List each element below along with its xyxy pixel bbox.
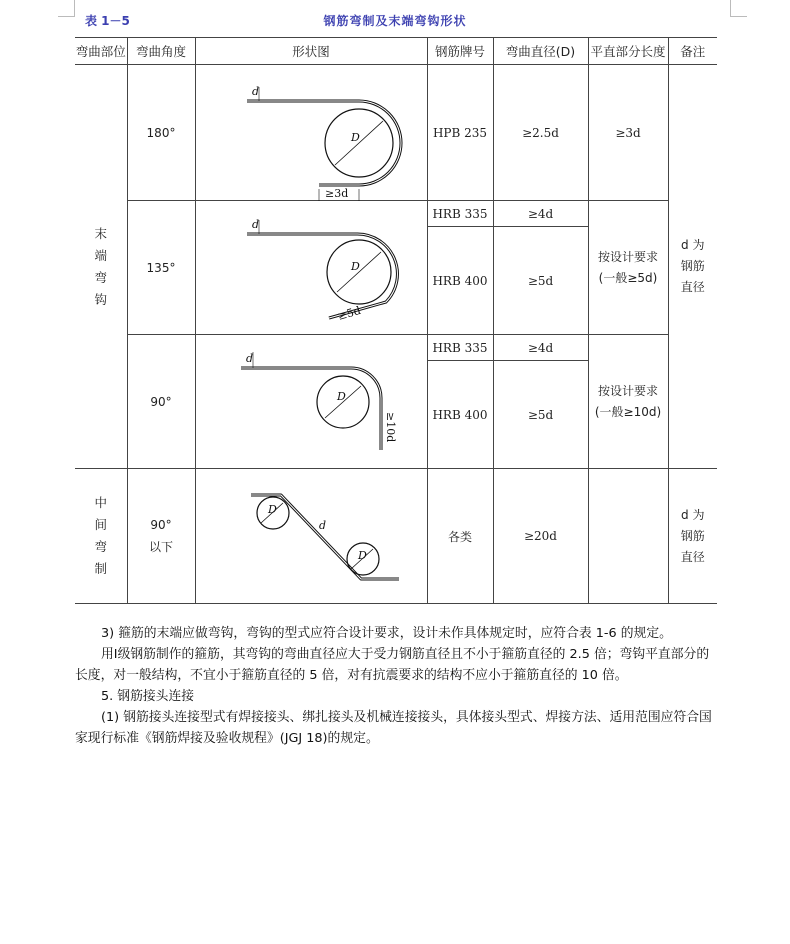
fig-D-label: D	[351, 130, 360, 144]
fig-D-label: D	[358, 548, 367, 562]
length-text: 按设计要求(一般≥10d)	[594, 383, 662, 419]
grade-cell: HRB 400	[427, 361, 493, 469]
section-end-note-cell	[668, 65, 717, 469]
diameter-cell: ≥20d	[493, 469, 588, 604]
grade-cell: HPB 235	[427, 65, 493, 201]
shape-cell	[195, 201, 427, 335]
length-cell	[588, 335, 668, 469]
hook-135-diagram	[211, 208, 411, 328]
header-cell: 钢筋牌号	[427, 38, 493, 65]
length-cell: ≥3d	[588, 65, 668, 201]
grade-cell: HRB 335	[427, 201, 493, 227]
section-end-label-cell	[75, 65, 127, 469]
section-mid-note: d 为钢筋直径	[680, 507, 705, 564]
rebar-bending-table	[75, 37, 717, 604]
paragraph: (1) 钢筋接头连接型式有焊接接头、绑扎接头及机械连接接头，具体接头型式、焊接方法、适用范围应符合国家现行标准《钢筋焊接及验收规程》(JGJ 18)的规定。	[75, 710, 712, 746]
angle-text: 90°以下	[148, 518, 173, 554]
diameter-cell: ≥5d	[493, 361, 588, 469]
page-corner-mark	[58, 0, 75, 17]
fig-d-label: d	[246, 351, 254, 365]
paragraph: 3) 箍筋的末端应做弯钩，弯钩的型式应符合设计要求，设计未作具体规定时，应符合表 1-6 的规定。	[101, 626, 672, 641]
fig-length-label: ≥10d	[384, 411, 397, 442]
body-text	[75, 623, 720, 749]
angle-cell: 135°	[127, 201, 195, 335]
header-cell: 平直部分长度	[588, 38, 668, 65]
table-number: 表 1－5	[85, 14, 130, 28]
table-row	[75, 65, 717, 201]
fig-D-label: D	[351, 259, 360, 273]
shape-cell	[195, 469, 427, 604]
fig-d-label: d	[252, 84, 260, 98]
table-row	[75, 335, 717, 361]
grade-cell: HRB 400	[427, 227, 493, 335]
angle-cell: 90°	[127, 335, 195, 469]
header-cell: 备注	[668, 38, 717, 65]
grade-cell: HRB 335	[427, 335, 493, 361]
section-mid-note-cell	[668, 469, 717, 604]
length-cell	[588, 201, 668, 335]
section-mid-label-cell	[75, 469, 127, 604]
fig-D-label: D	[337, 389, 346, 403]
section-end-note: d 为钢筋直径	[680, 238, 705, 294]
hook-180-diagram	[211, 73, 411, 200]
length-cell	[588, 469, 668, 604]
section-mid-label: 中间弯制	[94, 495, 107, 576]
table-row	[75, 469, 717, 604]
header-cell: 形状图	[195, 38, 427, 65]
paragraph: 用Ⅰ级钢筋制作的箍筋，其弯钩的弯曲直径应大于受力钢筋直径且不小于箍筋直径的 2.5 倍；弯钩平直部分的长度，对一般结构，不宜小于箍筋直径的 5 倍，对有抗震要求的结构不应小于箍筋直径的 10 倍。	[75, 647, 710, 683]
table-title: 钢筋弯制及末端弯钩形状	[323, 14, 467, 28]
angle-cell	[127, 469, 195, 604]
page-corner-mark	[730, 0, 747, 17]
fig-d-label: d	[319, 518, 327, 532]
section-end-label: 末端弯钩	[94, 225, 107, 307]
angle-cell: 180°	[127, 65, 195, 201]
mid-bend-diagram	[211, 479, 411, 594]
diameter-cell: ≥4d	[493, 201, 588, 227]
shape-cell	[195, 65, 427, 201]
grade-cell: 各类	[427, 469, 493, 604]
table-caption	[75, 12, 715, 30]
header-cell: 弯曲角度	[127, 38, 195, 65]
table-row	[75, 201, 717, 227]
diameter-cell: ≥2.5d	[493, 65, 588, 201]
diameter-cell: ≥4d	[493, 335, 588, 361]
shape-cell	[195, 335, 427, 469]
length-text: 按设计要求(一般≥5d)	[597, 249, 658, 285]
hook-90-diagram	[211, 342, 411, 462]
header-cell: 弯曲直径(D)	[493, 38, 588, 65]
section-heading: 5. 钢筋接头连接	[101, 689, 195, 704]
diameter-cell: ≥5d	[493, 227, 588, 335]
header-cell: 弯曲部位	[75, 38, 127, 65]
fig-d-label: d	[252, 217, 260, 231]
fig-length-label: ≥3d	[325, 186, 349, 200]
fig-D-label: D	[268, 502, 277, 516]
table-header-row	[75, 38, 717, 65]
fig-length-label: ≥5d	[336, 303, 363, 323]
